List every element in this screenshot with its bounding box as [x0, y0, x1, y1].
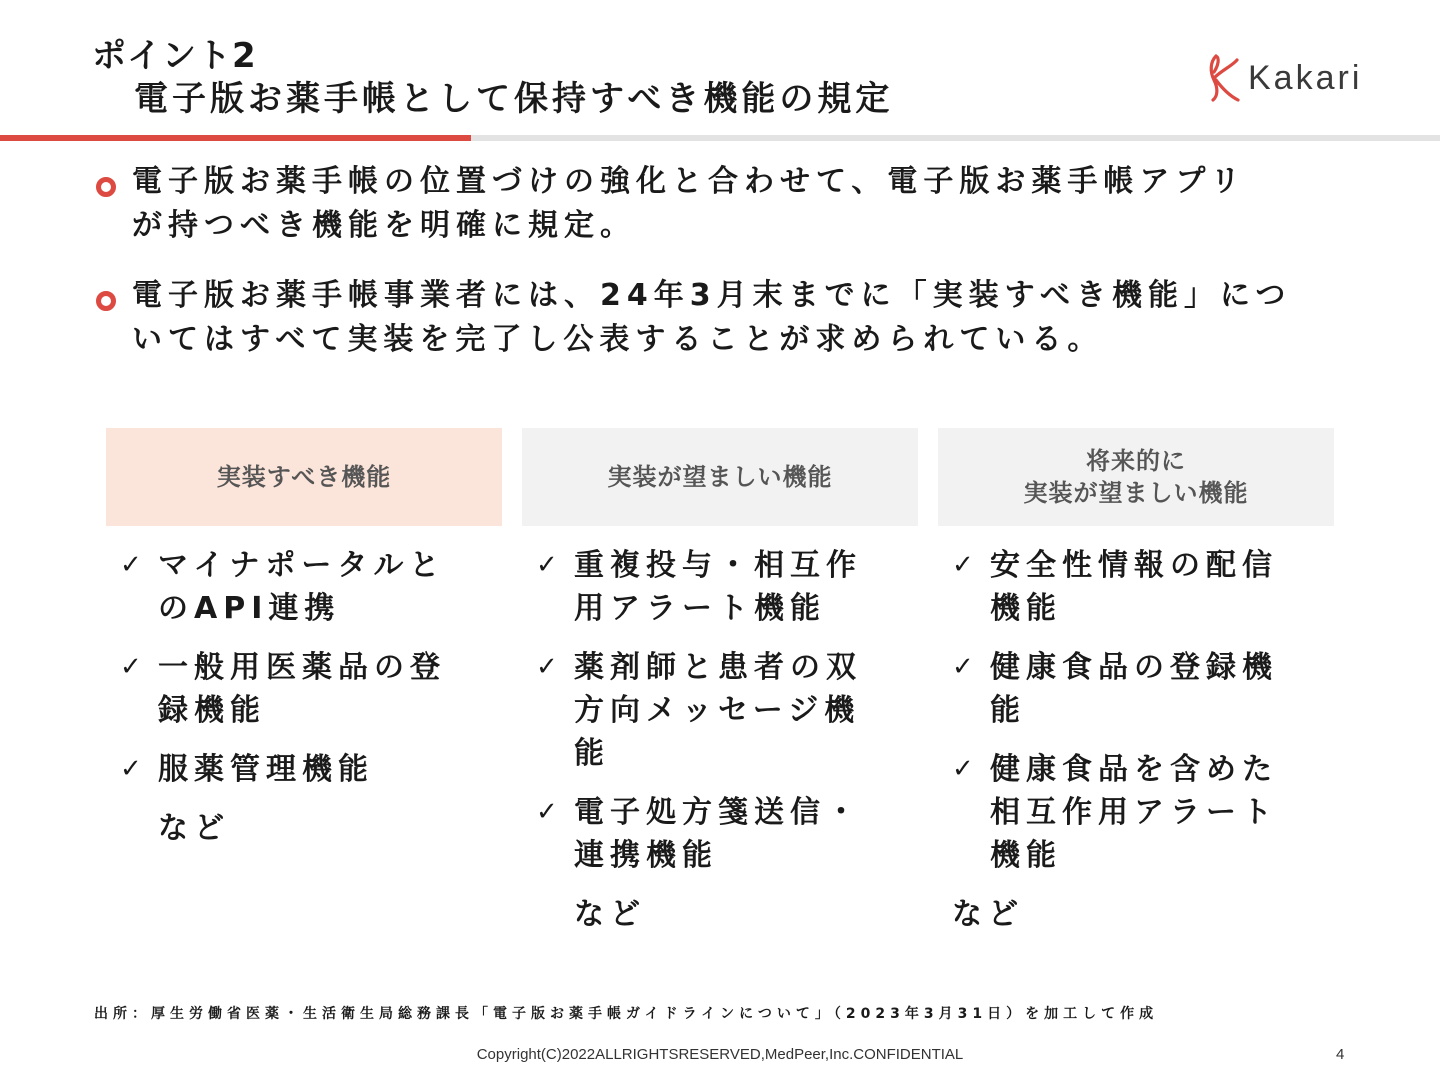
checkmark-icon: ✓ [952, 550, 974, 580]
feature-line: 連携機能 [574, 838, 718, 873]
feature-item [106, 646, 502, 732]
checkmark-icon: ✓ [536, 652, 558, 682]
title-line-2: 電子版お薬手帳として保持すべき機能の規定 [134, 79, 894, 119]
column-future-features [938, 428, 1334, 936]
checkmark-icon: ✓ [120, 652, 142, 682]
key-point-line: いてはすべて実装を完了し公表することが求められている。 [132, 322, 1104, 357]
source-citation: 出所：厚生労働省医薬・生活衛生局総務課長「電子版お薬手帳ガイドラインについて」（2023年3月31日）を加工して作成 [94, 1006, 1159, 1022]
etc-label: など [574, 897, 646, 932]
feature-line: 能 [990, 693, 1026, 728]
kakari-logo [1204, 52, 1362, 104]
column-header-label: 実装が望ましい機能 [1023, 479, 1249, 507]
feature-line: 用アラート機能 [574, 591, 826, 626]
checkmark-icon: ✓ [952, 754, 974, 784]
key-point-line: が持つべき機能を明確に規定。 [132, 208, 636, 243]
checkmark-icon: ✓ [536, 550, 558, 580]
feature-item [106, 544, 502, 630]
column-required-features [106, 428, 502, 850]
key-point [94, 160, 1374, 248]
feature-line: 一般用医薬品の登 [158, 650, 446, 685]
page-number: 4 [1336, 1046, 1345, 1063]
feature-line: マイナポータルと [158, 548, 446, 583]
column-header-label: 将来的に [1086, 447, 1186, 475]
etc-label: など [952, 897, 1024, 932]
bullet-circle-icon [96, 177, 116, 197]
feature-item [106, 748, 502, 791]
feature-line: 安全性情報の配信 [990, 548, 1278, 583]
slide-title [92, 36, 893, 122]
feature-list [522, 526, 918, 936]
feature-line: のAPI連携 [158, 591, 341, 626]
column-header [522, 428, 918, 526]
column-header [106, 428, 502, 526]
kakari-k-logo-icon [1204, 52, 1244, 104]
feature-line: 録機能 [158, 693, 266, 728]
key-points [94, 160, 1374, 388]
feature-line: 重複投与・相互作 [574, 548, 862, 583]
column-header-label: 実装すべき機能 [216, 463, 392, 491]
feature-line: 健康食品の登録機 [990, 650, 1278, 685]
feature-item [522, 544, 918, 630]
feature-item [938, 748, 1334, 877]
feature-list [938, 526, 1334, 936]
feature-item [522, 791, 918, 877]
feature-line: 薬剤師と患者の双 [574, 650, 862, 685]
logo-wordmark: Kakari [1248, 58, 1363, 97]
feature-line: 健康食品を含めた [990, 752, 1278, 787]
checkmark-icon: ✓ [120, 550, 142, 580]
feature-line: 服薬管理機能 [158, 752, 374, 787]
feature-line: 電子処方箋送信・ [574, 795, 862, 830]
feature-list [106, 526, 502, 850]
feature-line: 方向メッセージ機 [574, 693, 861, 728]
copyright-notice: Copyright(C)2022ALLRIGHTSRESERVED,MedPeer,Inc.CONFIDENTIAL [476, 1046, 964, 1063]
checkmark-icon: ✓ [120, 754, 142, 784]
feature-line: 相互作用アラート [990, 795, 1278, 830]
key-point-line: 電子版お薬手帳の位置づけの強化と合わせて、電子版お薬手帳アプリ [132, 164, 1247, 199]
feature-item [938, 646, 1334, 732]
checkmark-icon: ✓ [536, 797, 558, 827]
column-header-label: 実装が望ましい機能 [607, 463, 833, 491]
header-divider-accent [0, 135, 471, 141]
feature-line: 能 [574, 736, 610, 771]
column-desirable-features [522, 428, 918, 936]
feature-line: 機能 [990, 591, 1062, 626]
checkmark-icon: ✓ [952, 652, 974, 682]
etc-label: など [158, 811, 230, 846]
bullet-circle-icon [96, 291, 116, 311]
title-line-1: ポイント2 [92, 36, 257, 76]
feature-item [938, 544, 1334, 630]
feature-item [522, 646, 918, 775]
column-header [938, 428, 1334, 526]
key-point-line: 電子版お薬手帳事業者には、24年3月末までに「実装すべき機能」につ [132, 278, 1292, 313]
key-point [94, 274, 1374, 362]
feature-line: 機能 [990, 838, 1062, 873]
